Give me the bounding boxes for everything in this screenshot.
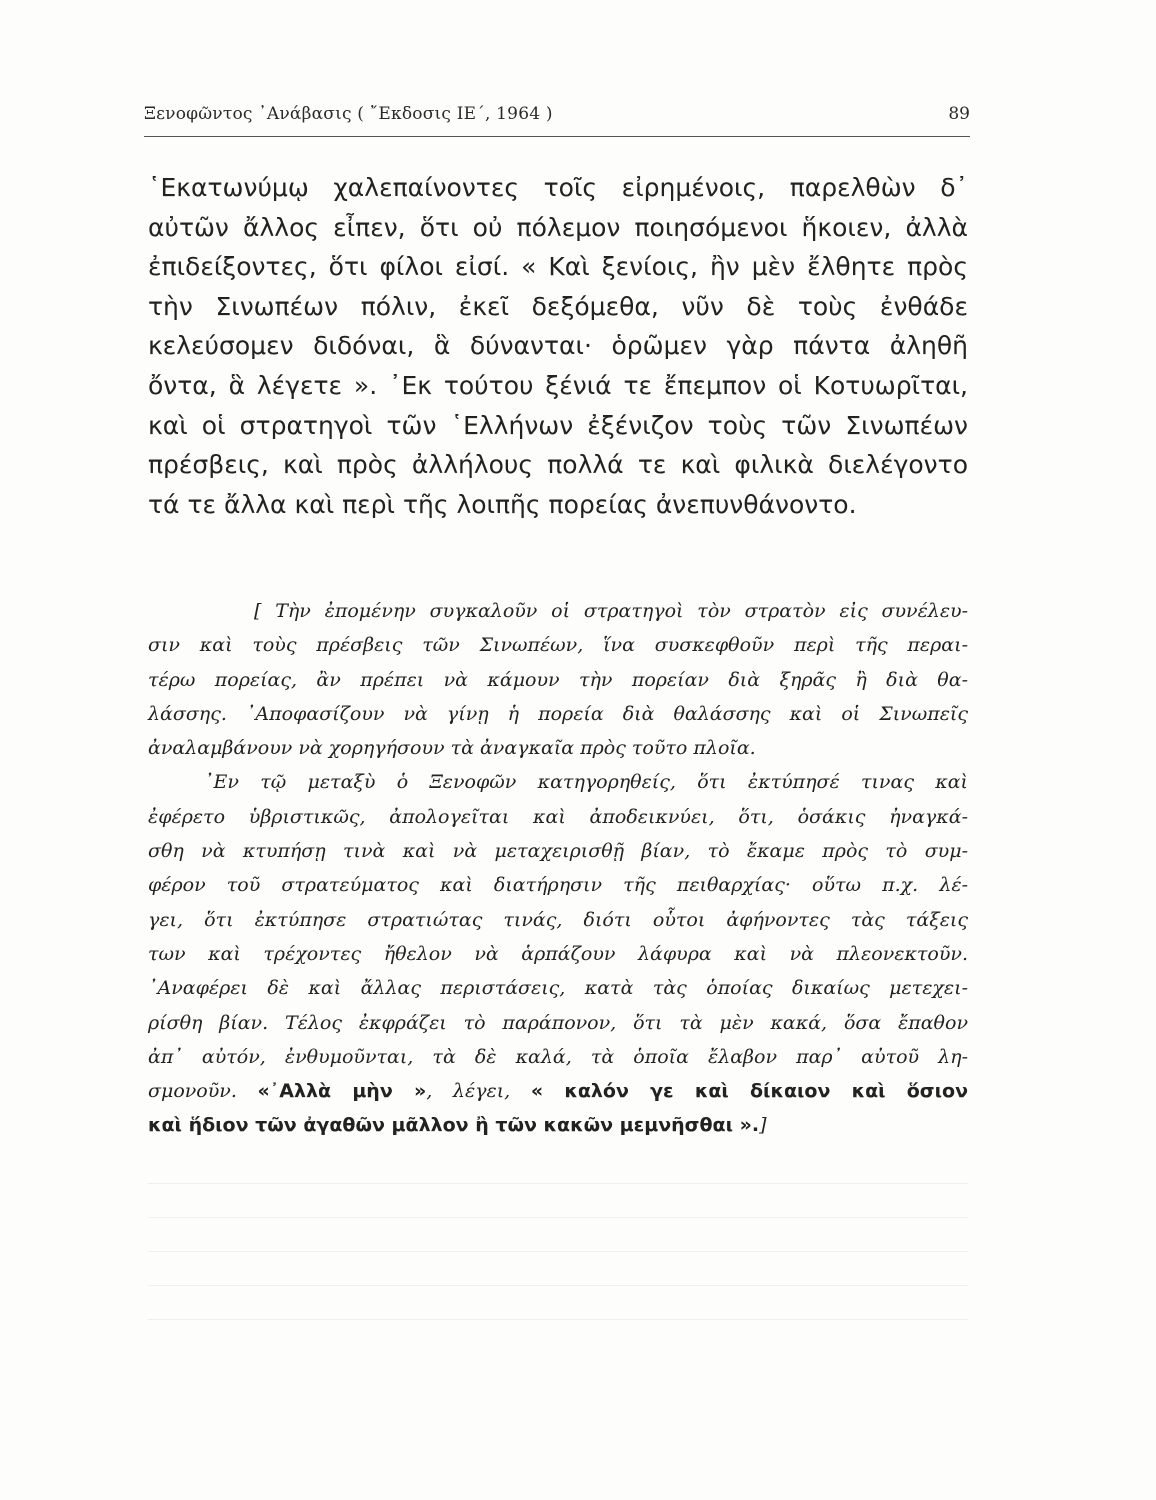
summary-line: ἐφέρετο ὑβριστικῶς, ἀπολογεῖται καὶ ἀποδεικνύει, ὅτι, ὁσάκις ἠναγκά- [148, 805, 968, 828]
text-line: τὴν Σινωπέων πόλιν, ἐκεῖ δεξόμεθα, νῦν δὲ τοὺς ἐνθάδε [148, 291, 968, 321]
text-line: ῾Εκατωνύμῳ χαλεπαίνοντες τοῖς εἰρημένοις, παρελθὼν δ᾿ [148, 173, 968, 202]
text-line: ἐπιδείξοντες, ὅτι φίλοι εἰσί. « Καὶ ξενίοις, ἢν μὲν ἔλθητε πρὸς [148, 252, 968, 282]
quote-bold-2: « καλόν γε καὶ δίκαιον καὶ ὅσιον [530, 1080, 969, 1103]
summary-line: σιν καὶ τοὺς πρέσβεις τῶν Σινωπέων, ἵνα συσκεφθοῦν περὶ τῆς περαι- [148, 634, 968, 657]
header-title: Ξενοφῶντος ᾿Ανάβασις ( ῎Εκδοσις ΙΕ΄, 1964 ) [144, 104, 553, 124]
summary-line-quote [148, 1074, 968, 1108]
text-line: κελεύσομεν διδόναι, ἃ δύνανται· ὁρῶμεν γὰρ πάντα ἀληθῆ [148, 331, 968, 361]
text-line: πρέσβεις, καὶ πρὸς ἀλλήλους πολλά τε καὶ φιλικὰ διελέγοντο [148, 450, 968, 480]
running-header [144, 104, 970, 132]
summary-line-final [148, 1108, 968, 1142]
quote-bold-1: «᾿Αλλὰ μὴν » [257, 1080, 427, 1103]
page-number: 89 [948, 104, 970, 124]
quote-lead-text: σμονοῦν. [148, 1080, 258, 1103]
summary-line: φέρον τοῦ στρατεύματος καὶ διατήρησιν τῆς πειθαρχίας· οὕτω π.χ. λέ- [148, 874, 968, 897]
summary-line: ρίσθη βίαν. Τέλος ἐκφράζει τὸ παράπονον, ὅτι τὰ μὲν κακά, ὅσα ἔπαθον [148, 1011, 968, 1034]
summary-line: [ Τὴν ἐπομένην συγκαλοῦν οἱ στρατηγοὶ τὸν στρατὸν εἰς συνέλευ- [254, 600, 968, 622]
text-line: αὐτῶν ἄλλος εἶπεν, ὅτι οὐ πόλεμον ποιησόμενοι ἥκοιεν, ἀλλὰ [148, 212, 968, 242]
quote-mid-text: , λέγει, [426, 1080, 531, 1103]
quote-bold-3: καὶ ἥδιον τῶν ἀγαθῶν μᾶλλον ἢ τῶν κακῶν μεμνῆσθαι ». [148, 1114, 760, 1137]
summary-line: ἀναλαμβάνουν νὰ χορηγήσουν τὰ ἀναγκαῖα πρὸς τοῦτο πλοῖα. [148, 737, 756, 760]
summary-line: ᾿Αναφέρει δὲ καὶ ἄλλας περιστάσεις, κατὰ τὰς ὁποίας δικαίως μετεχει- [148, 977, 968, 1000]
header-rule [144, 136, 970, 137]
text-line: τά τε ἄλλα καὶ περὶ τῆς λοιπῆς πορείας ἀνεπυνθάνοντο. [148, 489, 857, 519]
closing-bracket: ] [759, 1114, 767, 1137]
summary-line: τέρω πορείας, ἂν πρέπει νὰ κάμουν τὴν πορείαν διὰ ξηρᾶς ἢ διὰ θα- [148, 668, 968, 691]
greek-text-passage [148, 168, 968, 524]
summary-line: των καὶ τρέχοντες ἤθελον νὰ ἁρπάζουν λάφυρα καὶ νὰ πλεονεκτοῦν. [148, 942, 968, 965]
text-line: ὄντα, ἃ λέγετε ». ᾿Εκ τούτου ξένιά τε ἔπεμπον οἱ Κοτυωρῖται, [148, 370, 968, 400]
summary-line: σθη νὰ κτυπήσῃ τινὰ καὶ νὰ μεταχειρισθῇ βίαν, τὸ ἔκαμε πρὸς τὸ συμ- [148, 840, 968, 863]
text-line: καὶ οἱ στρατηγοὶ τῶν ῾Ελλήνων ἐξένιζον τοὺς τῶν Σινωπέων [148, 410, 968, 440]
summary-line: γει, ὅτι ἐκτύπησε στρατιώτας τινάς, διότι οὗτοι ἀφήνοντες τὰς τάξεις [148, 908, 968, 931]
summary-line: λάσσης. ᾿Αποφασίζουν νὰ γίνῃ ἡ πορεία διὰ θαλάσσης καὶ οἱ Σινωπεῖς [148, 702, 968, 725]
show-through-shadow [148, 1150, 968, 1350]
summary-line: ἀπ᾿ αὐτόν, ἐνθυμοῦνται, τὰ δὲ καλά, τὰ ὁποῖα ἔλαβον παρ᾿ αὐτοῦ λη- [148, 1045, 968, 1068]
summary-line: ᾿Εν τῷ μεταξὺ ὁ Ξενοφῶν κατηγορηθείς, ὅτι ἐκτύπησέ τινας καὶ [204, 771, 968, 794]
summary-paragraph [148, 594, 968, 1143]
